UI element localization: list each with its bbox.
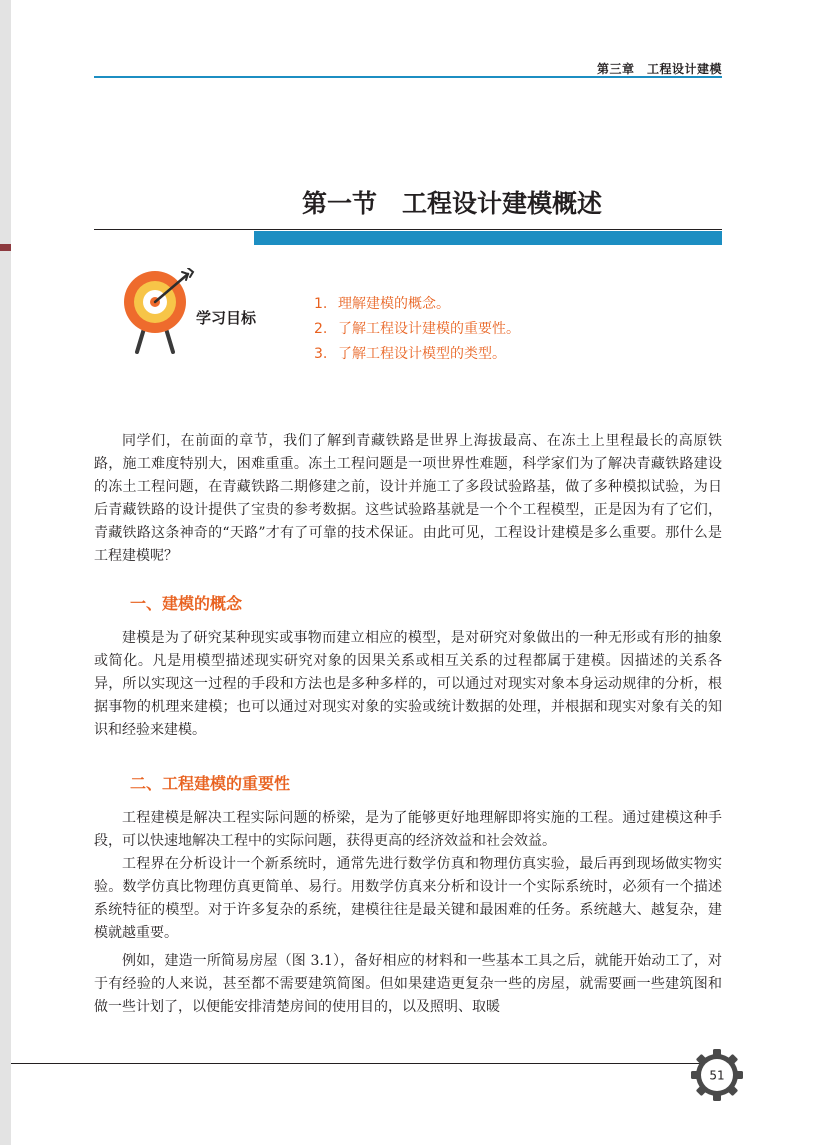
importance-paragraph-1: 工程建模是解决工程实际问题的桥梁，是为了能够更好地理解即将实施的工程。通过建模这种手段，可以快速地解决工程中的实际问题，获得更高的经济效益和社会效益。 (94, 810, 722, 849)
importance-paragraph-2: 工程界在分析设计一个新系统时，通常先进行数学仿真和物理仿真实验，最后再到现场做实物实验。数学仿真比物理仿真更简单、易行。用数学仿真来分析和设计一个实际系统时，必须有一个描述系统特征的模型。对于许多复杂的系统，建模往往是最关键和最困难的任务。系统越大、越复杂，建模就越重要。 (94, 856, 722, 941)
footer-rule (11, 1063, 705, 1064)
target-icon (120, 268, 200, 354)
section-heading-importance: 二、工程建模的重要性 (130, 774, 291, 793)
left-margin-strip (0, 0, 11, 1145)
page-number-gear-icon (691, 1049, 743, 1101)
objective-number: 2. (314, 321, 328, 337)
objective-number: 3. (314, 346, 328, 362)
concept-paragraph: 建模是为了研究某种现实或事物而建立相应的模型，是对研究对象做出的一种无形或有形的抽象或简化。凡是用模型描述现实研究对象的因果关系或相互关系的过程都属于建模。因描述的关系各异，所以实现这一过程的手段和方法也是多种多样的，可以通过对现实对象本身运动规律的分析，根据事物的机理来建模；也可以通过对现实对象的实验或统计数据的处理，并根据和现实对象有关的知识和经验来建模。 (94, 630, 722, 738)
chapter-header: 第三章 工程设计建模 (596, 62, 722, 76)
left-margin-marker (0, 244, 11, 251)
objective-item (314, 319, 520, 344)
page-title: 第一节 工程设计建模概述 (301, 189, 602, 218)
objective-text: 理解建模的概念。 (338, 296, 450, 312)
intro-paragraph: 同学们，在前面的章节，我们了解到青藏铁路是世界上海拔最高、在冻土上里程最长的高原铁路，施工难度特别大，困难重重。冻土工程问题是一项世界性难题，科学家们为了解决青藏铁路建设的冻土工程问题，在青藏铁路二期修建之前，设计并施工了多段试验路基，做了多种模拟试验，为日后青藏铁路的设计提供了宝贵的参考数据。这些试验路基就是一个个工程模型，正是因为有了它们，青藏铁路这条神奇的“天路”才有了可靠的技术保证。由此可见，工程设计建模是多么重要。那什么是工程建模呢？ (94, 433, 722, 564)
objective-number: 1. (314, 296, 328, 312)
title-underline (94, 229, 722, 230)
objective-item (314, 294, 520, 319)
objective-text: 了解工程设计模型的类型。 (338, 346, 506, 362)
objective-text: 了解工程设计建模的重要性。 (338, 321, 520, 337)
header-rule (94, 76, 722, 78)
section-heading-concept: 一、建模的概念 (130, 594, 243, 613)
title-accent-bar (254, 231, 722, 245)
learning-objectives-list (314, 294, 520, 369)
objective-item (314, 344, 520, 369)
importance-paragraph-3: 例如，建造一所简易房屋（图 3.1），备好相应的材料和一些基本工具之后，就能开始动工了，对于有经验的人来说，甚至都不需要建筑简图。但如果建造更复杂一些的房屋，就需要画一些建筑图和做一些计划了，以便能安排清楚房间的使用目的，以及照明、取暖 (94, 953, 722, 1015)
page-number: 51 (709, 1068, 725, 1083)
learning-objectives-label: 学习目标 (196, 309, 257, 327)
